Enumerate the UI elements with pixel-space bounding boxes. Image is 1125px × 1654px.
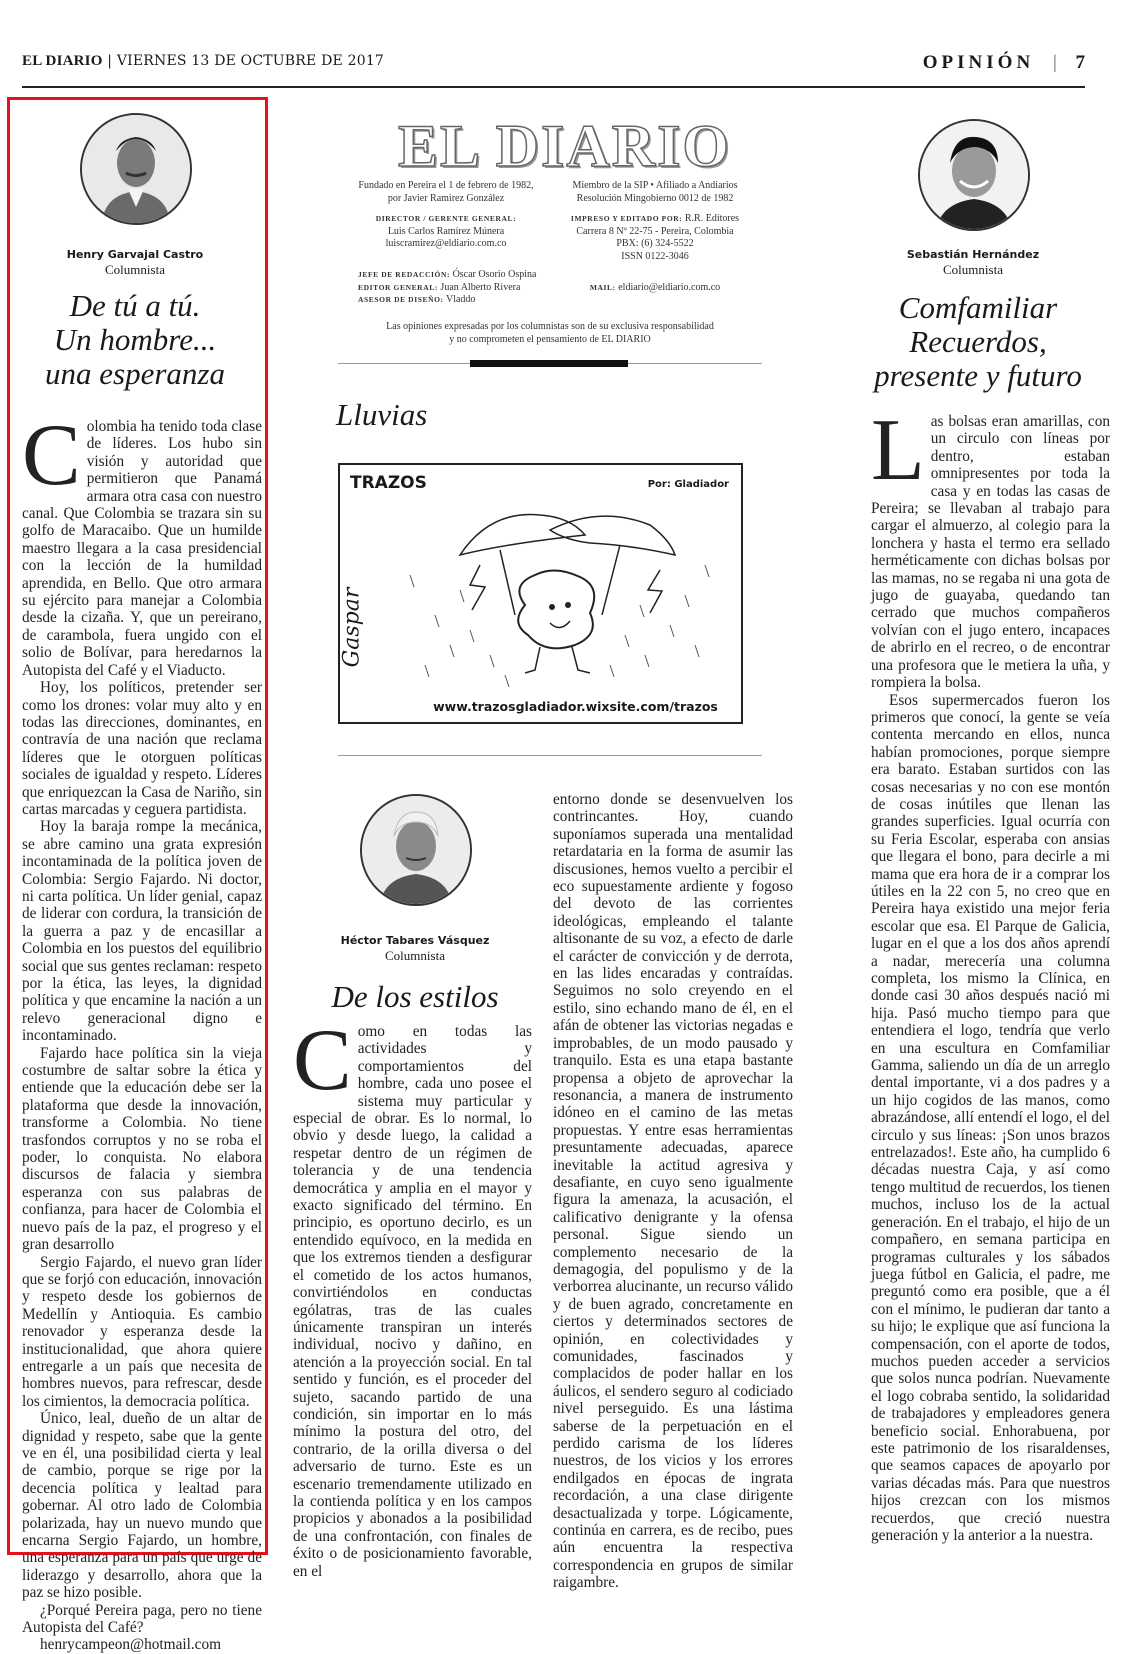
portrait-icon — [920, 121, 1028, 229]
column-title — [20, 289, 250, 391]
masthead-info-right — [555, 180, 755, 263]
header-rule — [22, 86, 1085, 88]
column-body-hector-part1 — [293, 1012, 532, 1580]
editor-label: EDITOR GENERAL: — [358, 282, 438, 292]
director-email[interactable]: luiscramirez@eldiario.com.co — [385, 238, 507, 249]
page-header-right — [923, 52, 1085, 74]
cartoon-signature: Gaspar — [339, 587, 365, 668]
address-line: Carrera 8 Nº 22-75 - Pereira, Colombia — [576, 225, 734, 237]
page-number: 7 — [1075, 52, 1085, 73]
chief-label: JEFE DE REDACCIÓN: — [358, 270, 451, 279]
title-line: una esperanza — [45, 356, 225, 391]
header-separator: | — [1052, 52, 1057, 73]
author-role: Columnista — [943, 262, 1003, 277]
paragraph: Sergio Fajardo, el nuevo gran líder que se forjó con educación, innovación y respeto desde los gobiernos de Medellín y Antioquia. Es cambio renovador y esperanza desde la institucionalidad, que ahora quiere entregarle a un país que necesita de hombres nuevos, para refrescar, desde los cimientos, la democracia política. — [22, 1253, 262, 1410]
cartoon-section-title: Lluvias — [336, 397, 428, 432]
paragraph: entorno donde se desenvuelven los contrincantes. Hoy, cuando suponíamos superada una mentalidad retardataria en la forma de asumir las discusiones, hemos vuelto a percibir el eco supuestamente ardiente y fogoso del devoto de las corrientes ideológicas, empleando el talante altisonante de su voz, a efecto de darle el carácter de convicción y de derrota, en las lides encaradas y contraídas. Seguimos no solo creyendo en el estilo, sino echando mano de él, en el afán de obtener las victorias negadas e improbables, de un modo pausado y tranquilo. Esta es una etapa bastante propensa a objeto de aprovechar la resonancia, a manera de instrumento idóneo en el camino de las metas propuestas. Y entre esas herramientas presuntamente adecuadas, aparece inevitable la actitud agresiva y desafiante, en cuyo seno igualmente figura la amenaza, la acusación, el calificativo denigrante y la ofensa personal. Sigue siendo un complemento necesario de la demagogia, del populismo y de la verborrea alucinante, un recurso válido y de buen agrado, concretamente en ciertos y determinados sectores de opinión, en colectividades y comunidades, fascinados y complacidos de poder hallar en los áulicos, el sendero seguro al codiciado nivel perseguido. Es una lástima saberse de la perpetuación en el perdido carisma de los líderes nuestros, de los vicios y los errores endilgados en épocas de ingrata recordación, a una clase dirigente desactualizada y torpe. Lógicamente, continúa en carrera, es de recibo, pues aún encuentra la respectiva correspondencia en grupos de similar raigambre. — [553, 791, 793, 1592]
paragraph: Esos supermercados fueron los primeros que conocí, la gente se veía contenta mercando en ellos, nunca habían promociones, porque siempre era barato. Estaban surtidos con las cosas necesarias y no con ese montón de cosas inútiles que llenan las grandes superficies. Igual ocurría con su Feria Escolar, esperaba con ansias que llegara el bono, para decirle a mi mama que era hora de ir a comprar los útiles en la 22 con 5, no creo que en Pereira haya existido una mejor feria escolar que esa. El Parque de Galicia, lugar en el que a los dos años aprendí a nadar, merecería una columna completa, los mismo la Clínica, en donde casi 30 años después nació mi hija. Pasó mucho tiempo para que entendiera el logo, tendría que verlo en una escultura en Comfamiliar Gamma, saliendo un día de un arreglo dental importante, vi a dos padres y a un hijo cogidos de las manos, como abrazándose, allí entendí el logo, el del circulo y sus líneas: ¡Son unos brazos entrelazados!. Este año, ha cumplido 6 décadas nuestra Caja, y así como tengo multitud de recuerdos, los tienen muchos, incluso los de la actual generación. En el trabajo, el hijo de un compañero, en semana participa en programas culturales y los sábados juega fútbol en Galicia, el padre, me preguntó como era posible, que a él con el mínimo, le pudieran dar tanto a su hijo; le explique que así funciona la compensación, con el aporte de todos, muchos pueden acceder a servicios que solos nunca podrían. Nuevamente el logo cobraba sentido, la solidaridad de trabajadores y empleadores genera beneficio social. Enhorabuena, por este patrimonio de los risaraldenses, que seamos capaces de apoyarlo por varias décadas más. Para que nuestros hijos crezcan con los mismos recuerdos, que creció nuestra generación y la anterior a la nuestra. — [871, 691, 1110, 1544]
portrait-icon — [82, 115, 190, 223]
title-line: Comfamiliar — [898, 290, 1058, 325]
author-name: Sebastián Hernández — [906, 248, 1040, 261]
cartoon-url[interactable]: www.trazosgladiador.wixsite.com/trazos — [433, 699, 718, 714]
author-role: Columnista — [105, 262, 165, 277]
column-body-henry — [22, 407, 262, 1654]
paragraph: Como en todas las actividades y comportamientos del hombre, cada uno posee el sistema muy particular y especial de obrar. Es lo normal, lo obvio y desde luego, la calidad a respetar dentro de un régimen de tolerancia y de una tendencia democrática y amplia en el mayor y exacto significado del término. En principio, es oportuno decirlo, es un entendido equívoco, en la medida en que los extremos tienden a desfigurar el cometido de los actos humanos, convirtiéndolos en conductas ególatras, tras de las cuales únicamente transpiran un interés individual, nocivo y dañino, en atención a la proyección social. En tal sentido y función, es el proceder del sujeto, sacando partido de una condición, sin importar en lo más mínimo la postura del otro, del contrario, de la orilla diversa o del adversario de turno. Este es un escenario tremendamente utilizado en la contienda política y en los campos propicios y abonados a la posibilidad de una confrontación, con finales de éxito o de posicionamiento favorable, en el — [293, 1012, 532, 1580]
masthead-bar — [470, 360, 628, 367]
paragraph: Hoy, los políticos, pretender ser como los drones: volar muy alto y en todas las direcciones, dominantes, en contravía de una nación que reclama líderes que le otorguen políticas sociales de igualdad y respeto. Líderes que enriquezcan la Casa de Nariño, sin cartas marcadas y ceguera partidista. — [22, 679, 262, 818]
paragraph: Hoy la baraja rompe la mecánica, se abre camino una grata expresión incontaminada de la política joven de Colombia: Sergio Fajardo. Ni doctor, ni carta política. Un líder genial, capaz de liderar con cordura, la transición de la guerra a paz y de encasillar a Colombia en los puestos del equilibrio social que sus gentes reclaman: respeto por la ética, las leyes, la dignidad política y que encamine la nación a un relevo generacional digno e incontaminado. — [22, 818, 262, 1045]
column-body-hector-part2 — [553, 791, 793, 1592]
issn-line: ISSN 0122-3046 — [621, 250, 689, 262]
title-line: De tú a tú. — [69, 288, 201, 323]
masthead-staff — [340, 269, 552, 307]
paragraph: Único, leal, dueño de un altar de dignidad y respeto, sabe que la gente ve en él, una posibilidad cierta y leal de cambio, porque se rige por la decencia política y lealtad para gobernar. Al otro lado de Colombia polarizada, hay un nuevo mundo que encarna Sergio Fajardo, un hombre, una esperanza para un país que urge de liderazgo y desarrollo, ahora que la paz se hizo posible. — [22, 1410, 262, 1602]
column-title: De los estilos — [331, 979, 499, 1014]
issue-date: VIERNES 13 DE OCTUBRE DE 2017 — [116, 53, 385, 69]
mail-label: MAIL: — [589, 283, 616, 292]
design-name: Vladdo — [445, 294, 476, 305]
cartoon-drawing — [340, 495, 741, 690]
printed-by: R.R. Editores — [684, 213, 740, 224]
cartoon-brand: TRAZOS — [350, 473, 427, 493]
author-name: Henry Garvajal Castro — [66, 248, 204, 261]
paragraph: Las bolsas eran amarillas, con un circulo con líneas por dentro, estaban omnipresentes por toda la casa y en todas las casas de Pereira; se llevaban al trabajo para cargar el almuerzo, al colegio para la lonchera y hasta el termo era sellado herméticamente con dichas bolsas por las mamas, no se regaba ni una gota de jugo de guayaba, quedando tan cerrado que muchos compañeros volvían con el jugo entero, incapaces de abrirlo en el recreo, o de encontrar una profesora que le metiera la uña, y rompiera la bolsa. — [871, 402, 1110, 692]
member-line: Miembro de la SIP • Afiliado a Andiarios — [572, 180, 738, 191]
portrait-icon — [362, 796, 470, 904]
resolution-line: Resolución Mingobierno 0012 de 1982 — [576, 192, 734, 204]
author-photo-sebastian — [918, 119, 1030, 231]
header-separator: | — [107, 53, 117, 69]
disclaimer-line: y no comprometen el pensamiento de EL DIARIO — [449, 333, 651, 345]
author-photo-henry — [80, 113, 192, 225]
page-header-left — [22, 53, 384, 70]
author-role: Columnista — [385, 948, 445, 963]
drop-cap: C — [293, 1012, 352, 1109]
paragraph: Colombia ha tenido toda clase de líderes. Los hubo sin visión y autoridad que permitieron que Panamá armara otra casa con nuestro canal. Que Colombia se trazara sin su golfo de Maracaibo. Que un humilde maestro llegara a la casa presidencial con la lección de la humildad aprendida, en Bello. Que otro armara su ejército para manejar a Colombia desde la cizaña. Y, que un pereirano, de carambola, fuera ungido con el solio de Bolívar, para heredarnos la Autopista del Café y el Viaducto. — [22, 407, 262, 679]
masthead-mail — [555, 282, 755, 295]
drop-cap: C — [22, 407, 81, 504]
author-name: Héctor Tabares Vásquez — [340, 934, 490, 947]
author-email[interactable]: henrycampeon@hotmail.com — [40, 1636, 222, 1654]
disclaimer — [340, 321, 760, 346]
cartoon-byline: Por: Gladiador — [647, 479, 729, 490]
author-photo-hector — [360, 794, 472, 906]
chief-name: Óscar Osorio Ospina — [452, 269, 537, 280]
paragraph: ¿Porqué Pereira paga, pero no tiene Autopista del Café? — [22, 1601, 262, 1637]
phone-line: PBX: (6) 324-5522 — [616, 238, 694, 249]
paragraph: Fajardo hace política sin la vieja costumbre de saltar sobre la ética y entiende que la educación debe ser la plataforma que desde la innovación, transforme a Colombia. No tiene trasfondos corruptos y no se roba el poder, lo conquista. No elabora discursos de falacia y siembra esperanza con sus palabras de confianza, para hacer de Colombia el nuevo país de la paz, el progreso y el gran desarrollo — [22, 1044, 262, 1254]
editor-name: Juan Alberto Rivera — [440, 281, 521, 293]
paper-name: EL DIARIO — [22, 53, 103, 69]
cartoon-frame — [338, 463, 743, 724]
column-title — [858, 291, 1098, 393]
title-line: presente y futuro — [874, 358, 1082, 393]
design-label: ASESOR DE DISEÑO: — [358, 295, 444, 304]
director-name: Luis Carlos Ramírez Múnera — [387, 225, 505, 237]
column-body-sebastian — [871, 402, 1110, 1544]
founder-line: por Javier Ramírez González — [387, 192, 505, 204]
mail-address[interactable]: eldiario@eldiario.com.co — [618, 282, 721, 293]
director-label: DIRECTOR / GERENTE GENERAL: — [375, 214, 517, 223]
title-line: Recuerdos, — [909, 324, 1047, 359]
cartoon-bottom-rule — [338, 755, 762, 756]
disclaimer-line: Las opiniones expresadas por los columnistas son de su exclusiva responsabilidad — [386, 321, 714, 332]
section-name: OPINIÓN — [922, 52, 1035, 73]
masthead-logo: EL DIARIO — [398, 113, 732, 179]
printed-label: IMPRESO Y EDITADO POR: — [570, 214, 683, 223]
masthead-info-left — [340, 180, 552, 251]
title-line: Un hombre... — [53, 322, 217, 357]
drop-cap: L — [871, 402, 925, 499]
founded-line: Fundado en Pereira el 1 de febrero de 1982, — [358, 180, 534, 191]
